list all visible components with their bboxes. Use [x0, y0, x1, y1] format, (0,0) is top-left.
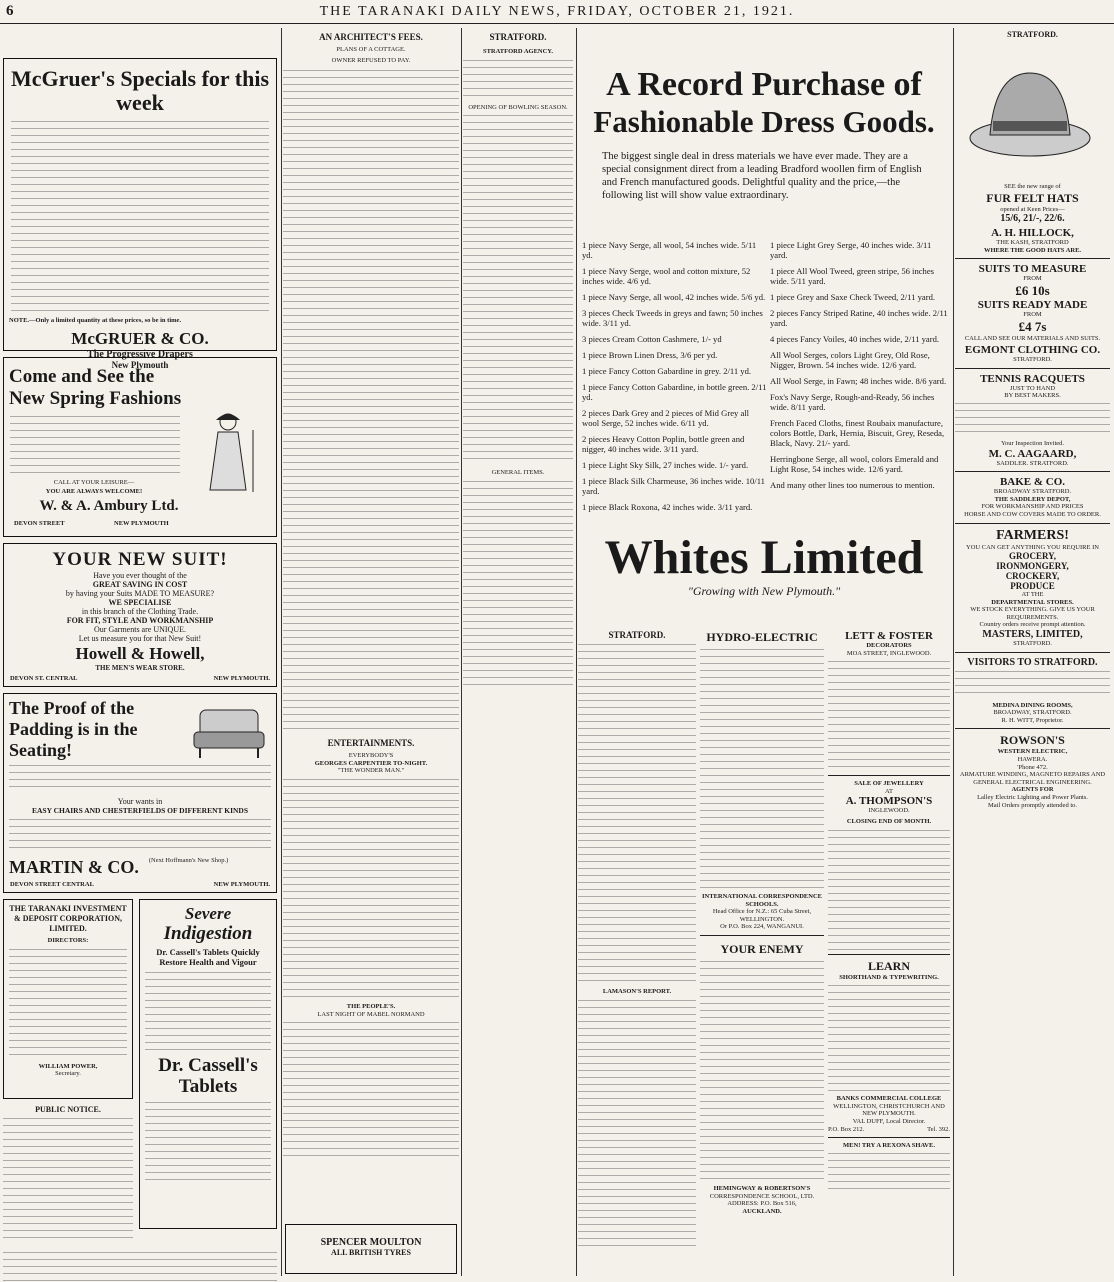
- record-intro: The biggest single deal in dress materials we have ever made. They are a special consignment direct from a leading Bradford woollen firm of English and French manufactured goods. Delightful quality and the price,—the following list will show value extraordinary.: [602, 151, 922, 201]
- entertainments-article-2: [283, 1022, 459, 1162]
- page-number: 6: [6, 3, 14, 19]
- record-left-item: 2 pieces Heavy Cotton Poplin, bottle green and nigger, 40 inches wide. 3/11 yard.: [582, 434, 745, 454]
- architect-sub-2: OWNER REFUSED TO PAY.: [331, 56, 411, 64]
- learn-tel: Tel. 392.: [927, 1125, 950, 1133]
- entertainments-sub-4: THE PEOPLE'S.: [346, 1002, 396, 1010]
- spencer-ad: [285, 1224, 457, 1274]
- stratford-bowling: OPENING OF BOWLING SEASON.: [468, 103, 568, 111]
- cartwright-notice: [3, 1252, 277, 1282]
- mcgruer-name: McGRUER & CO.: [71, 328, 209, 348]
- mcgruer-title: McGruer's Specials for this week: [10, 66, 270, 115]
- grocery: GROCERY,: [1008, 551, 1057, 562]
- egmont-name: EGMONT CLOTHING CO.: [964, 344, 1101, 357]
- thompson-text: [828, 830, 950, 950]
- record-left-item: 1 piece Black Silk Charmeuse, 36 inches wide. 10/11 yard.: [582, 476, 765, 496]
- felt-1: SEE the new range of: [1004, 183, 1061, 190]
- record-right-item: Herringbone Serge, all wool, colors Emerald and Light Rose, 54 inches wide. 12/6 yard.: [770, 454, 939, 474]
- martin-next: (Next Hoffmann's New Shop.): [148, 857, 229, 864]
- martin-body-text-2: [9, 819, 271, 853]
- martin-place: NEW PLYMOUTH.: [213, 881, 270, 889]
- record-right-item: 4 pieces Fancy Voiles, 40 inches wide, 2/11 yard.: [770, 334, 940, 344]
- investment-role: Secretary.: [55, 1070, 81, 1078]
- ambury-body-text: [10, 416, 180, 476]
- investment-directors: DIRECTORS:: [47, 937, 89, 944]
- martin-chairs: EASY CHAIRS AND CHESTERFIELDS OF DIFFERENT KINDS: [31, 806, 249, 815]
- rowson-hawera: HAWERA.: [1017, 756, 1048, 764]
- hydro-rule: [700, 935, 824, 936]
- aagaard-name: M. C. AAGAARD,: [988, 447, 1077, 460]
- armchair-icon: [190, 702, 268, 762]
- stratford-general-article: [463, 481, 573, 691]
- howell-line-4: WE SPECIALISE: [108, 598, 172, 607]
- masters-name: MASTERS, LIMITED,: [982, 629, 1083, 641]
- record-left-item: 1 piece Navy Serge, wool and cotton mixture, 52 inches wide. 4/6 yd.: [582, 266, 751, 286]
- whites-name: Whites Limited: [604, 531, 924, 584]
- thompson-name: A. THOMPSON'S: [845, 795, 933, 808]
- rowson-phone: 'Phone 472.: [1017, 763, 1048, 771]
- right-rule-1: [955, 258, 1110, 259]
- architect-article: [283, 70, 459, 730]
- architect-sub-1: PLANS OF A COTTAGE.: [336, 46, 406, 53]
- record-right-list: [770, 240, 948, 496]
- howell-line-3: by having your Suits MADE TO MEASURE?: [65, 589, 215, 598]
- hydro-box: Or P.O. Box 224, WANGANUI.: [720, 923, 804, 931]
- cassell-ad: [139, 899, 277, 1229]
- medina-proprietor: R. H. WITT, Proprietor.: [1001, 716, 1064, 724]
- medina-name: MEDINA DINING ROOMS,: [992, 701, 1073, 709]
- shave-text: [828, 1153, 950, 1193]
- departmental-stores: DEPARTMENTAL STORES.: [991, 598, 1074, 606]
- aagaard-place: SADDLER. STRATFORD.: [996, 459, 1069, 467]
- martin-title: The Proof of the Padding is in the Seating!: [9, 698, 138, 760]
- investment-name: WILLIAM POWER,: [38, 1062, 98, 1070]
- martin-ad: [3, 693, 277, 893]
- stratford-agency-text: [463, 60, 573, 100]
- record-left-item: 1 piece Light Sky Silk, 27 inches wide. 1/- yard.: [582, 460, 749, 470]
- mcgruer-place: New Plymouth: [111, 359, 169, 370]
- howell-line-2: GREAT SAVING IN COST: [92, 580, 188, 589]
- country-orders: Country orders receive prompt attention.: [979, 621, 1086, 629]
- column-1: [3, 30, 279, 1276]
- visitors-title: VISITORS TO STRATFORD.: [967, 656, 1098, 668]
- ambury-ad: [3, 357, 277, 537]
- cassell-body-text: [145, 972, 271, 1050]
- column-rule: [576, 28, 577, 1276]
- at-the: AT THE: [1021, 591, 1044, 599]
- stratford2-notices: [578, 644, 696, 984]
- investment-ad: [3, 899, 133, 1099]
- column-rule: [461, 28, 462, 1276]
- suits-price-1: £6 10s: [1015, 282, 1050, 298]
- suits-measure: SUITS TO MEASURE: [978, 263, 1087, 276]
- visitors-text: [955, 671, 1110, 699]
- hydro-text: [700, 649, 824, 889]
- enemy-text: [700, 961, 824, 1181]
- record-right-item: 2 pieces Fancy Striped Ratine, 40 inches wide. 2/11 yard.: [770, 308, 948, 328]
- howell-tagline: THE MEN'S WEAR STORE.: [95, 664, 185, 672]
- shave-title: MEN! TRY A REXONA SHAVE.: [843, 1142, 935, 1150]
- enemy-city: AUCKLAND.: [742, 1207, 782, 1215]
- felt-3: opened at Keen Prices—: [1000, 205, 1065, 213]
- howell-street: DEVON ST. CENTRAL: [10, 675, 78, 683]
- entertainments-sub-5: LAST NIGHT OF MABEL NORMAND: [317, 1010, 425, 1018]
- record-left-item: 3 pieces Check Tweeds in greys and fawn; 50 inches wide. 3/11 yd.: [582, 308, 763, 328]
- cartwright-text: [3, 1252, 277, 1282]
- rowson-name: ROWSON'S: [1000, 733, 1065, 748]
- record-title-1: A Record Purchase of: [606, 66, 922, 103]
- medina-broadway: BROADWAY, STRATFORD.: [993, 709, 1072, 717]
- entertainments-title: ENTERTAINMENTS.: [327, 738, 415, 749]
- learn-contact: [828, 1126, 950, 1134]
- record-right-item: 1 piece Grey and Saxe Check Tweed, 2/11 yard.: [770, 292, 936, 302]
- entertainments-sub-3: "THE WONDER MAN.": [337, 767, 405, 775]
- stratford2-title: STRATFORD.: [608, 630, 666, 640]
- howell-line-7: Our Garments are UNIQUE.: [94, 625, 186, 634]
- mcgruer-ad: [3, 58, 277, 370]
- learn-director: VAL DUFF, Local Director.: [852, 1117, 926, 1125]
- martin-name: MARTIN & CO.: [9, 857, 139, 877]
- workmanship: FOR WORKMANSHIP AND PRICES: [981, 503, 1084, 511]
- enemy-addr: ADDRESS: P.O. Box 516,: [727, 1200, 797, 1208]
- record-left-item: 1 piece Black Roxona, 42 inches wide. 3/11 yard.: [582, 502, 753, 512]
- public-notice-title: PUBLIC NOTICE.: [35, 1105, 101, 1114]
- farmers-title: FARMERS!: [996, 527, 1069, 543]
- lett-addr: MOA STREET, INGLEWOOD.: [846, 649, 932, 657]
- learn-title: LEARN: [867, 958, 910, 973]
- learn-cities: WELLINGTON, CHRISTCHURCH AND NEW PLYMOUTH.: [833, 1102, 945, 1118]
- stratford-agency: STRATFORD AGENCY.: [482, 48, 554, 55]
- hillock-name: A. H. HILLOCK,: [991, 227, 1074, 240]
- lett-text: [828, 661, 950, 771]
- cassell-brand: Dr. Cassell's Tablets: [158, 1055, 258, 1097]
- ironmongery: IRONMONGERY,: [996, 561, 1069, 572]
- hydro-column: [700, 630, 824, 1280]
- howell-place: NEW PLYMOUTH.: [213, 675, 270, 683]
- thompson-place: INGLEWOOD.: [868, 807, 910, 815]
- stratford2-report: LAMASON'S REPORT.: [602, 988, 672, 995]
- martin-body-text-1: [9, 765, 271, 793]
- tennis-sub-2: BY BEST MAKERS.: [1004, 392, 1061, 400]
- tennis-sub: JUST TO HAND: [1009, 384, 1056, 392]
- hillock-kash: THE KASH, STRATFORD: [996, 239, 1069, 247]
- felt-4: 15/6, 21/-, 22/6.: [1000, 213, 1065, 225]
- record-left-item: 1 piece Navy Serge, all wool, 42 inches wide. 5/6 yd.: [582, 292, 766, 302]
- learn-sub: SHORTHAND & TYPEWRITING.: [839, 973, 939, 981]
- newspaper-title: THE TARANAKI DAILY NEWS, FRIDAY, OCTOBER 21, 1921.: [319, 4, 795, 19]
- chair-illustration: [190, 702, 268, 762]
- howell-line-6: FOR FIT, STYLE AND WORKMANSHIP: [66, 616, 214, 625]
- entertainments-sub-1: EVERYBODY'S: [348, 752, 394, 760]
- howell-ad: [3, 543, 277, 687]
- mcgruer-price-list: [11, 121, 269, 311]
- masthead: [0, 0, 1114, 24]
- howell-line-1: Have you ever thought of the: [93, 571, 187, 580]
- right-stratford: STRATFORD.: [1007, 30, 1058, 39]
- right-column: [955, 30, 1110, 1276]
- stock-everything: WE STOCK EVERYTHING. GIVE US YOUR REQUIREMENTS.: [970, 606, 1095, 621]
- record-right-item: And many other lines too numerous to mention.: [770, 480, 935, 490]
- thompson-at: AT: [885, 787, 893, 795]
- record-left-item: 1 piece Navy Serge, all wool, 54 inches wide. 5/11 yd.: [582, 240, 757, 260]
- suits-price-2: £4 7s: [1018, 318, 1047, 334]
- ambury-name: W. & A. Ambury Ltd.: [39, 498, 179, 514]
- lett-sub: DECORATORS: [866, 642, 912, 649]
- investment-body-text: [9, 949, 127, 1059]
- ambury-welcome: YOU ARE ALWAYS WELCOME!: [45, 488, 143, 495]
- howell-title: YOUR NEW SUIT!: [52, 549, 228, 570]
- tennis-title: TENNIS RACQUETS: [980, 372, 1085, 385]
- felt-hat-icon: [955, 43, 1105, 183]
- thompson-closing: CLOSING END OF MONTH.: [846, 817, 932, 825]
- spencer-line-1: SPENCER MOULTON: [320, 1237, 422, 1248]
- stratford2-report-text: [578, 1000, 696, 1250]
- egmont-place: STRATFORD.: [1013, 356, 1052, 364]
- record-left-item: 1 piece Brown Linen Dress, 3/6 per yd.: [582, 350, 718, 360]
- suits-call: CALL AND SEE OUR MATERIALS AND SUITS.: [964, 334, 1101, 342]
- rowson-western: WESTERN ELECTRIC,: [997, 748, 1068, 756]
- record-left-item: 1 piece Fancy Cotton Gabardine in grey. 2/11 yd.: [582, 366, 752, 376]
- bake-place: BROADWAY STRATFORD.: [993, 488, 1072, 496]
- suits-from-2: FROM: [1023, 310, 1042, 318]
- martin-want: Your wants in: [117, 797, 163, 806]
- lett-title: LETT & FOSTER: [845, 630, 933, 642]
- stratford-col-2: [578, 630, 696, 1280]
- lett-rule: [828, 775, 950, 776]
- saddlery-depot: THE SADDLERY DEPOT,: [994, 495, 1071, 503]
- ambury-title-1: Come and See the: [9, 366, 155, 387]
- column-2: [283, 30, 459, 1276]
- record-right-item: French Faced Cloths, finest Roubaix manufacture, colors Bottle, Dark, Hernia, Biscuit, Grey, Reseda, Black, Navy. 21/- yard.: [770, 418, 945, 448]
- stratford-general: GENERAL ITEMS.: [491, 469, 545, 477]
- cassell-title-2: Indigestion: [163, 923, 253, 944]
- learn-text: [828, 985, 950, 1095]
- hydro-office: Head Office for N.Z.: 65 Cuba Street, WELLINGTON.: [712, 908, 812, 923]
- record-right-item: 1 piece All Wool Tweed, green stripe, 56 inches wide. 5/11 yard.: [770, 266, 935, 286]
- record-purchase-ad: [578, 58, 950, 578]
- martin-street: DEVON STREET CENTRAL: [10, 881, 94, 889]
- record-right-item: Fox's Navy Serge, Rough-and-Ready, 56 inches wide. 8/11 yard.: [770, 392, 935, 412]
- howell-line-5: in this branch of the Clothing Trade.: [81, 607, 199, 616]
- enemy-title: YOUR ENEMY: [720, 941, 804, 956]
- investment-title: THE TARANAKI INVESTMENT & DEPOSIT CORPORATION, LIMITED.: [9, 904, 127, 933]
- hydro-school: INTERNATIONAL CORRESPONDENCE SCHOOLS.: [702, 893, 822, 908]
- hydro-title: HYDRO-ELECTRIC: [706, 630, 818, 644]
- thompson-rule: [828, 954, 950, 955]
- whites-ad: [578, 532, 950, 622]
- right-rule-2: [955, 368, 1110, 369]
- cassell-title-1: Severe: [184, 904, 232, 923]
- record-title-2: Fashionable Dress Goods.: [593, 104, 935, 139]
- record-left-item: 3 pieces Cream Cotton Cashmere, 1/- yd: [582, 334, 722, 344]
- learn-college: BANKS COMMERCIAL COLLEGE: [836, 1095, 942, 1103]
- cassell-subtitle: Dr. Cassell's Tablets Quickly Restore Health and Vigour: [156, 947, 260, 967]
- rowson-mail: Mail Orders promptly attended to.: [988, 801, 1077, 809]
- suits-ready: SUITS READY MADE: [977, 298, 1088, 311]
- record-left-item: 2 pieces Dark Grey and 2 pieces of Mid Grey all wool Serge, 52 inches wide. 6/11 yd.: [582, 408, 750, 428]
- right-rule-6: [955, 728, 1110, 729]
- ambury-street: DEVON STREET: [14, 520, 65, 527]
- right-rule-3: [955, 471, 1110, 472]
- whites-motto: "Growing with New Plymouth.": [687, 584, 841, 598]
- architect-title: AN ARCHITECT'S FEES.: [319, 32, 423, 42]
- inspection-invited: Your Inspection Invited.: [1000, 439, 1065, 447]
- lady-fashion-icon: [188, 410, 268, 495]
- ambury-place: NEW PLYMOUTH: [114, 520, 169, 527]
- record-right-item: All Wool Serge, in Fawn; 48 inches wide. 8/6 yard.: [770, 376, 947, 386]
- lady-illustration: [188, 410, 268, 495]
- produce: PRODUCE: [1010, 581, 1055, 592]
- record-left-item: 1 piece Fancy Cotton Gabardine, in bottle green. 2/11 yd.: [582, 382, 767, 402]
- tennis-text: [955, 403, 1110, 437]
- column-3: [463, 30, 573, 1276]
- rowson-armature: ARMATURE WINDING, MAGNETO REPAIRS AND GENERAL ELECTRICAL ENGINEERING.: [959, 771, 1106, 786]
- learn-rule: [828, 1137, 950, 1138]
- ambury-call: CALL AT YOUR LEISURE—: [53, 479, 135, 486]
- record-left-list: [582, 240, 768, 518]
- farmers-sub: YOU CAN GET ANYTHING YOU REQUIRE IN: [966, 543, 1099, 551]
- column-rule: [281, 28, 282, 1276]
- right-rule-4: [955, 523, 1110, 524]
- hillock-where: WHERE THE GOOD HATS ARE.: [983, 246, 1082, 254]
- rowson-agents: AGENTS FOR: [1011, 786, 1054, 794]
- thompson-title: SALE OF JEWELLERY: [854, 780, 924, 788]
- howell-name: Howell & Howell,: [75, 644, 205, 663]
- bake-name: BAKE & CO.: [999, 476, 1066, 489]
- public-notice-text: [3, 1118, 133, 1238]
- enemy-firm: HEMINGWAY & ROBERTSON'S: [713, 1184, 811, 1192]
- howell-line-8: Let us measure you for that New Suit!: [78, 634, 202, 643]
- lett-column: [828, 630, 950, 1280]
- crockery: CROCKERY,: [1005, 571, 1060, 582]
- entertainments-article-1: [283, 779, 459, 999]
- spencer-line-2: ALL BRITISH TYRES: [331, 1248, 411, 1257]
- suits-from-1: FROM: [1023, 275, 1042, 283]
- cassell-body-text-2: [145, 1102, 271, 1182]
- learn-box: P.O. Box 212.: [828, 1125, 865, 1133]
- masters-place: STRATFORD.: [1013, 640, 1052, 648]
- mcgruer-tagline: The Progressive Drapers: [87, 348, 193, 360]
- rowson-lalley: Lalley Electric Lighting and Power Plants.: [977, 794, 1088, 801]
- entertainments-sub-2: GEORGES CARPENTIER TO-NIGHT.: [314, 759, 428, 767]
- hat-illustration: [955, 43, 1110, 183]
- mcgruer-note: NOTE.—Only a limited quantity at these prices, so be in time.: [9, 317, 182, 324]
- ambury-title-2: New Spring Fashions: [9, 388, 182, 409]
- public-notice: [3, 1105, 133, 1245]
- felt-2: FUR FELT HATS: [986, 190, 1079, 205]
- record-right-item: All Wool Serges, colors Light Grey, Old Rose, Nigger, Brown. 54 inches wide. 12/6 yard.: [770, 350, 930, 370]
- enemy-firm-2: CORRESPONDENCE SCHOOL, LTD.: [709, 1192, 815, 1200]
- stratford-bowling-article: [463, 115, 573, 465]
- record-right-item: 1 piece Light Grey Serge, 40 inches wide. 3/11 yard.: [770, 240, 932, 260]
- horse-covers: HORSE AND COW COVERS MADE TO ORDER.: [964, 510, 1101, 518]
- right-rule-5: [955, 652, 1110, 653]
- stratford-title: STRATFORD.: [489, 32, 547, 42]
